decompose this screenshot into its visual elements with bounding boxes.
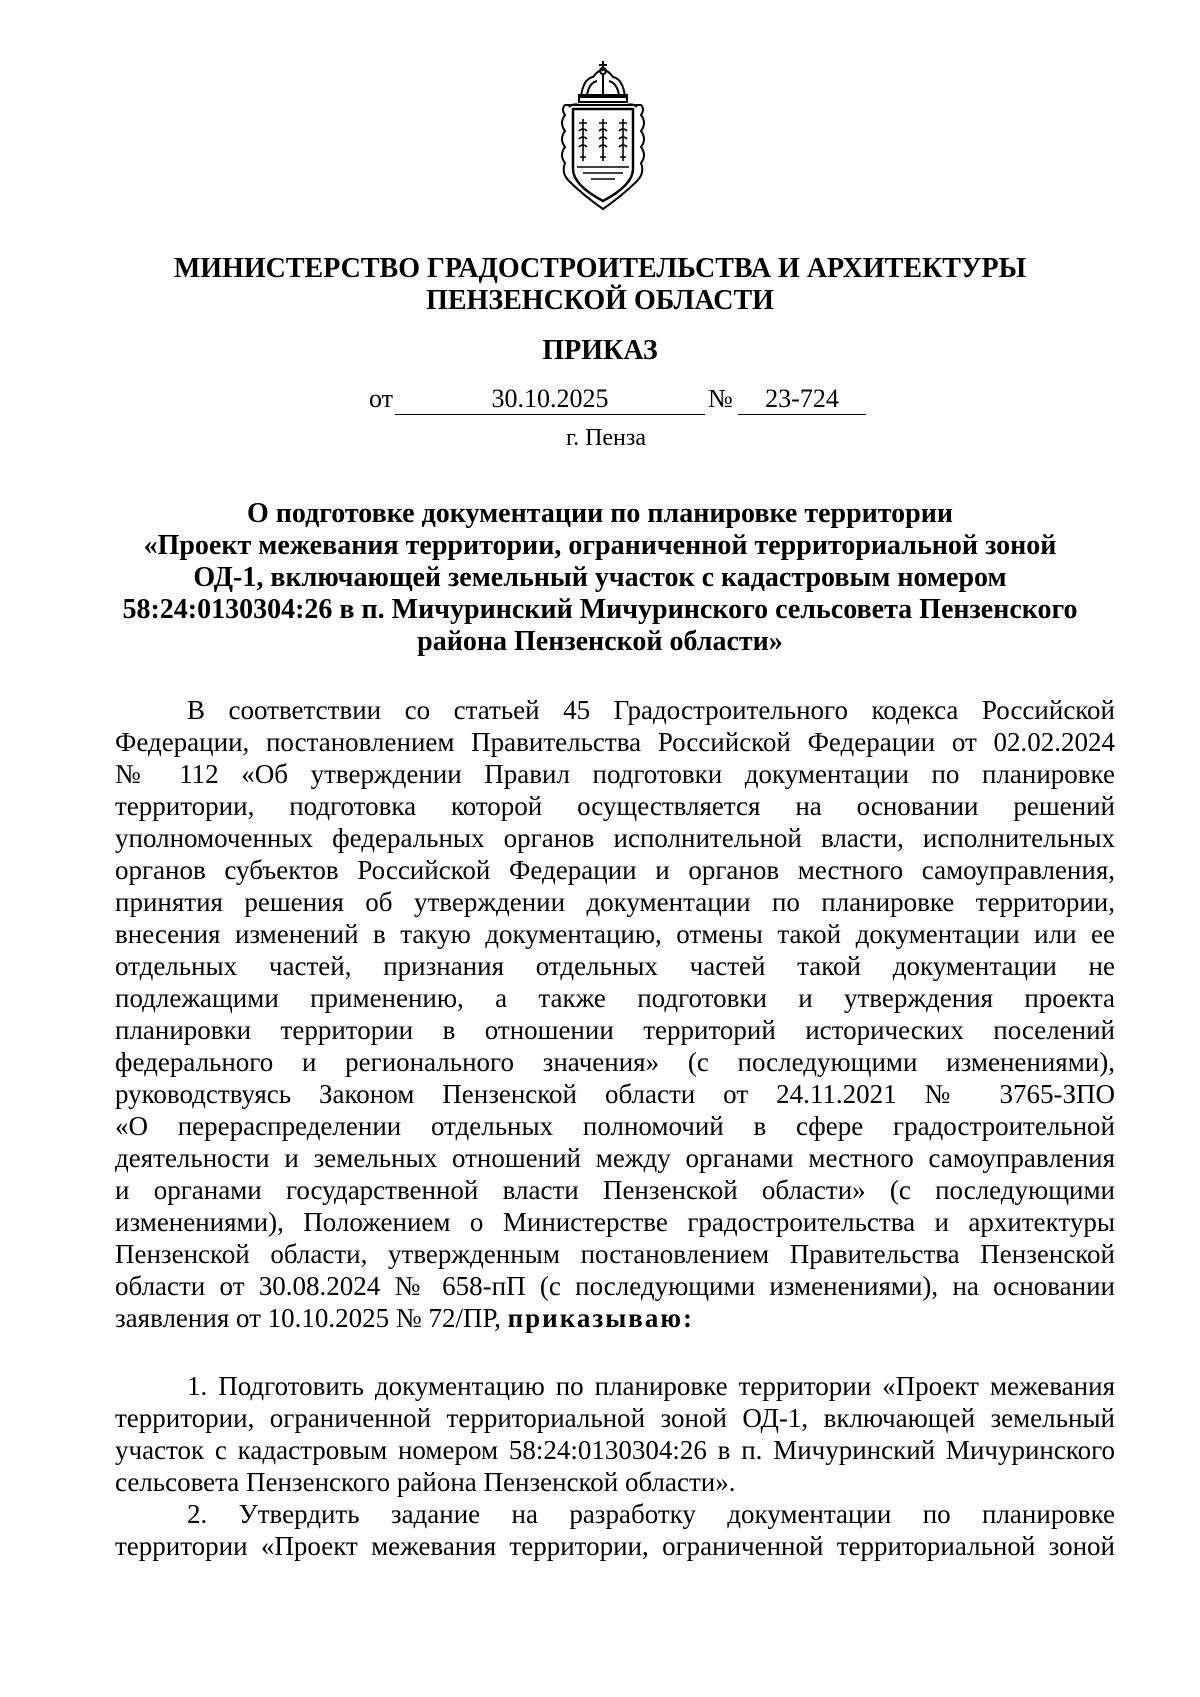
preamble-line: руководствуясь Законом Пензенской области от 24.11.2021 № 3765-ЗПО [115,1079,1115,1109]
preamble-line: принятия решения об утверждении документации по планировке территории, [115,887,1115,917]
preamble-line: отдельных частей, признания отдельных частей такой документации не [115,951,1115,981]
order-word: приказываю: [507,1303,695,1333]
date-underline [395,414,705,415]
preamble-line: подлежащими применению, а также подготовки и утверждения проекта [115,983,1115,1013]
date-label: от [369,384,394,413]
item-1-line: сельсовета Пензенского района Пензенской области». [115,1467,736,1497]
preamble-line: планировки территории в отношении территорий исторических поселений [115,1015,1115,1045]
preamble-line: изменениями), Положением о Министерстве градостроительства и архитектуры [115,1207,1115,1237]
item-2-line: территории «Проект межевания территории, ограниченной территориальной зоной [115,1531,1115,1561]
penza-region-coat-of-arms-icon [553,57,653,217]
preamble-line: «О перераспределении отдельных полномочий в сфере градостроительной [115,1111,1115,1141]
document-title-line: «Проект межевания территории, ограниченной территориальной зоной [143,530,1057,561]
preamble-line: Пензенской области, утвержденным постановлением Правительства Пензенской [115,1239,1115,1269]
preamble-line: деятельности и земельных отношений между органами местного самоуправления [115,1143,1115,1173]
preamble-line: уполномоченных федеральных органов исполнительной власти, исполнительных [115,823,1115,853]
number-underline [738,414,866,415]
item-1-line: территории, ограниченной территориальной зоной ОД-1, включающей земельный [115,1403,1115,1433]
date-number-line [0,384,1200,424]
organization-name-line-2: ПЕНЗЕНСКОЙ ОБЛАСТИ [426,285,774,316]
preamble-line: В соответствии со статьей 45 Градостроительного кодекса Российской [187,695,1115,725]
organization-name-line-1: МИНИСТЕРСТВО ГРАДОСТРОИТЕЛЬСТВА И АРХИТЕКТУРЫ [173,253,1027,284]
city: г. Пенза [565,425,647,451]
preamble-line: области от 30.08.2024 № 658-пП (с последующими изменениями), на основании [115,1271,1115,1301]
document-date: 30.10.2025 [491,384,609,413]
item-2-line: 2. Утвердить задание на разработку документации по планировке [187,1499,1115,1529]
preamble-line: Федерации, постановлением Правительства Российской Федерации от 02.02.2024 [115,727,1115,757]
document-number: 23-724 [765,384,839,413]
document-type: ПРИКАЗ [542,335,658,366]
document-title-line: ОД-1, включающей земельный участок с кадастровым номером [193,562,1007,593]
preamble-line: № 112 «Об утверждении Правил подготовки документации по планировке [115,759,1115,789]
preamble-line: внесения изменений в такую документацию, отмены такой документации или ее [115,919,1115,949]
preamble-line: заявления от 10.10.2025 № 72/ПР, [115,1303,501,1333]
preamble-last-line [115,1302,1115,1334]
number-label: № [708,384,733,413]
document-title-line: О подготовке документации по планировке территории [246,498,954,529]
document-title-line: района Пензенской области» [417,626,783,657]
preamble-line: территории, подготовка которой осуществляется на основании решений [115,791,1115,821]
preamble-line: органов субъектов Российской Федерации и органов местного самоуправления, [115,855,1115,885]
preamble-line: и органами государственной власти Пензенской области» (с последующими [115,1175,1115,1205]
item-1-line: участок с кадастровым номером 58:24:0130304:26 в п. Мичуринский Мичуринского [115,1435,1115,1465]
preamble-line: федерального и регионального значения» (с последующими изменениями), [115,1047,1115,1077]
item-1-line: 1. Подготовить документацию по планировке территории «Проект межевания [187,1371,1115,1401]
document-title-line: 58:24:0130304:26 в п. Мичуринский Мичуринского сельсовета Пензенского [122,594,1078,625]
